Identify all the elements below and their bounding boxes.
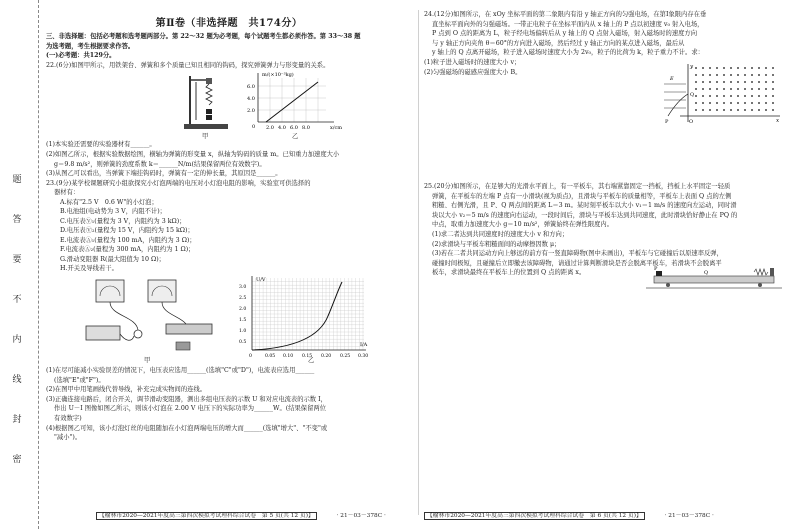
page-footer xyxy=(424,510,714,519)
field-figure xyxy=(660,60,784,124)
point-q-label: Q xyxy=(704,270,709,276)
q23-question: 作出 U－I 图像如图乙所示，则该小灯泡在 2.00 V 电压下的实际功率为______W。(结果保留两位 xyxy=(54,405,326,413)
xtick: 0.10 xyxy=(283,353,294,359)
xtick: 0.05 xyxy=(265,353,276,359)
xtick: 0.20 xyxy=(321,353,332,359)
q24-line: (1)粒子进入磁场时的速度大小 v； xyxy=(424,58,521,66)
point-p-label: P xyxy=(654,266,658,272)
q23-question: (4)根据图乙可知，该小灯泡灯丝的电阻随加在小灯泡两端电压的增大而______(选填"增大"、"不变"或 xyxy=(46,424,328,432)
xtick: 6.0 xyxy=(290,125,298,132)
graph-ylabel: U/V xyxy=(256,276,266,283)
xtick: 0.25 xyxy=(340,353,351,359)
footer-tag: 【榆林市2020—2021年度高三第四次模拟考试理科综合试卷 第 6 页(共 12 页)】 xyxy=(424,512,645,520)
ytick: 2.0 xyxy=(239,306,247,312)
xtick: 8.0 xyxy=(302,125,310,132)
equipment-option: F.电流表Ⓐ₂(量程为 300 mA，内阻约为 1 Ω)； xyxy=(60,246,195,254)
fig-label-yi: 乙 xyxy=(308,356,315,364)
ui-graph xyxy=(236,274,376,362)
q25-block xyxy=(424,182,786,278)
instruction-line: 三、非选择题：包括必考题和选考题两部分。第 22～32 题为必考题，每个试题考生都必须作答。第 33～38 题 xyxy=(46,33,361,40)
binding-char: 封 xyxy=(12,415,22,425)
binding-char: 要 xyxy=(12,255,22,265)
q25-line: 25.(20分)如图所示，在足够大的光滑水平面上，有一平板车，其右端紧靠固定一挡板，挡板上水平固定一轻质 xyxy=(424,183,731,190)
binding-char: 线 xyxy=(12,375,22,385)
footer-code: · 21－03－378C · xyxy=(664,513,714,519)
binding-char: 答 xyxy=(12,215,22,225)
binding-margin xyxy=(0,0,39,529)
q25-line: 板车，求滑块最终在平板车上的位置到 Q 点的距离 x。 xyxy=(432,269,586,277)
q22-intro: 22.(6分)如图甲所示，用铁架台、弹簧和多个质量已知且相同的钩码，探究弹簧弹力与形变量的关系。 xyxy=(46,61,330,69)
q23-question: (选填"E"或"F")。 xyxy=(54,376,105,384)
ytick: 3.0 xyxy=(239,284,247,290)
spring-graph xyxy=(246,70,356,136)
q25-line: 块以大小 v₂＝5 m/s 的速度向右运动，一段时间后，滑块与平板车达到共同速度，此时滑块恰好静止在 PQ 的 xyxy=(432,211,738,219)
circuit-figure xyxy=(76,276,226,356)
q25-line: 中点，取重力加速度大小 g＝10 m/s²，弹簧始终在弹性限度内。 xyxy=(432,221,614,229)
equipment-option: C.电压表Ⓥ₁(量程为 3 V，内阻约为 3 kΩ)； xyxy=(60,217,186,225)
q24-line: (2)匀强磁场的磁感应强度大小 B。 xyxy=(424,68,522,76)
equipment-option: E.电流表Ⓐ₁(量程为 100 mA，内阻约为 3 Ω)； xyxy=(60,236,196,244)
q24-line: 直坐标平面向外的匀强磁场。一带正电粒子在坐标平面内从 x 轴上的 P 点以初速度 v₀ 射入电场， xyxy=(432,20,704,28)
page-footer xyxy=(96,510,386,519)
fig-label-jia: 甲 xyxy=(202,133,209,141)
fig-label-jia: 甲 xyxy=(144,356,151,364)
q23-question: "减小")。 xyxy=(54,434,82,442)
equipment-option: D.电压表Ⓥ₂(量程为 15 V，内阻约为 15 kΩ)； xyxy=(60,227,194,235)
part-heading: (一)必考题：共129分。 xyxy=(46,52,116,60)
origin-label: O xyxy=(689,119,694,125)
q22-question: (2)如图乙所示，根据实验数据绘图，横轴为弹簧的形变量 x，纵轴为钩码的质量 m。已知重力加速度大小 xyxy=(46,150,340,158)
binding-char: 不 xyxy=(12,295,22,305)
ytick: 0.5 xyxy=(239,339,247,345)
q25-line: (2)求滑块与平板车粗糙面间的动摩擦因数 μ； xyxy=(432,240,561,248)
q25-line: 弹簧，在平板车的左端 P 点有一小滑块(视为质点)，且滑块与平板车的质量相等，平板车上表面 Q 点的左侧 xyxy=(432,192,732,200)
equipment-option: B.电池组(电动势为 3 V，内阻不计)； xyxy=(60,208,166,216)
q23-question: (3)正确连接电路后，闭合开关，调节滑动变阻器，测出多组电压表的示数 U 和对应电流表的示数 I， xyxy=(46,395,327,403)
xtick: 0 xyxy=(249,353,252,359)
point-p-label: P xyxy=(665,119,669,125)
graph-xlabel: I/A xyxy=(360,341,368,348)
q25-line: (3)若在二者共同运动方向上够远的前方有一竖直障碍物(图中未画出)，平板车与它碰撞后以原速率反弹， xyxy=(432,250,723,258)
ytick: 4.0 xyxy=(247,96,255,103)
ytick: 1.0 xyxy=(239,328,247,334)
fig-label-yi: 乙 xyxy=(292,133,299,141)
q25-line: 碰撞时间极短，且碰撞后立即撤去该障碍物，请通过计算判断滑块是否会脱离平板车，若滑块不会脱离平 xyxy=(432,259,722,267)
point-q-label: Q xyxy=(690,92,695,98)
footer-code: · 21－03－378C · xyxy=(336,513,386,519)
q25-line: 粗糙、右侧光滑，且 P、Q 两点间的距离 L＝3 m。某时刻平板车以大小 v₁＝1 m/s 的速度向左运动，同时滑 xyxy=(432,202,737,210)
cart-figure xyxy=(644,262,784,292)
xtick: 0.30 xyxy=(358,353,369,359)
instruction-line: 为选考题，考生根据要求作答。 xyxy=(46,42,135,50)
q22-question: g＝9.8 m/s²，则弹簧的劲度系数 k＝______N/m(结果保留两位有效数字)。 xyxy=(54,160,266,168)
iron-stand-figure xyxy=(176,72,236,134)
q23-question: 有效数字) xyxy=(54,414,82,422)
equipment-option: H.开关及导线若干。 xyxy=(60,265,118,273)
xtick: 0.15 xyxy=(302,353,313,359)
q25-line: (1)求二者达到共同速度时的速度大小 v 和方向； xyxy=(432,230,569,238)
q23-question: (2)在图甲中用笔画线代替导线，补充完成实物间的连线。 xyxy=(46,386,207,394)
right-page xyxy=(424,10,786,525)
axis-y-label: y xyxy=(690,64,694,70)
q22-figures xyxy=(46,70,412,140)
q22-question: (3)从图乙可以看出，当弹簧下端挂钩码时，弹簧有一定的伸长量，其原因是______。 xyxy=(46,170,282,178)
axis-x-label: x xyxy=(776,118,780,124)
graph-xlabel: x/cm xyxy=(330,125,343,132)
q24-line: 24.(12分)如图所示，在 xOy 坐标平面的第二象限内有沿 y 轴正方向的匀强电场，在第Ⅰ象限内存在垂 xyxy=(424,11,707,18)
binding-char: 内 xyxy=(12,335,22,345)
section-title: 第Ⅱ卷（非选择题 共174分） xyxy=(155,18,303,29)
binding-char: 密 xyxy=(12,455,22,465)
equipment-option: A.标有"2.5 V 0.6 W"的小灯泡； xyxy=(60,198,158,206)
xtick: 4.0 xyxy=(278,125,286,132)
q23-question: (1)在尽可能减小实验误差的情况下，电压表应选用______(选填"C"或"D")，电流表应选用______ xyxy=(46,366,315,374)
q24-line: y 轴上的 Q 点离开磁场，粒子进入磁场时速度大小为 2v₀，粒子的比荷为 k，粒子重力不计。求： xyxy=(432,49,704,57)
footer-tag: 【榆林市2020—2021年度高三第四次模拟考试理科综合试卷 第 5 页(共 12 页)】 xyxy=(96,512,317,520)
binding-char: 题 xyxy=(12,175,22,185)
q24-line: 与 y 轴正方向夹角 θ＝60°的方向进入磁场，然后经过 y 轴正方向的某点进入磁场，最后从 xyxy=(432,39,685,47)
xtick: 2.0 xyxy=(266,125,274,132)
q24-line: P 点到 O 点的距离为 L，粒子经电场偏转后从 y 轴上的 Q 点射入磁场，射入磁场时的速度方向 xyxy=(432,30,698,38)
ytick: 2.5 xyxy=(239,295,247,301)
ytick: 2.0 xyxy=(247,108,255,115)
q22-question: (1)本实验还需要的实验器材有______。 xyxy=(46,141,156,149)
ytick: 0 xyxy=(252,124,256,131)
ytick: 6.0 xyxy=(247,84,255,91)
q23-intro: 器材有： xyxy=(54,189,80,197)
field-e-label: E xyxy=(670,76,674,82)
equipment-option: G.滑动变阻器 R(最大阻值为 10 Ω)； xyxy=(60,255,165,263)
graph-ylabel: m/(×10⁻³kg) xyxy=(262,72,294,79)
left-page xyxy=(46,10,412,525)
q23-figures xyxy=(46,274,412,366)
q24-block xyxy=(424,10,786,125)
ytick: 1.5 xyxy=(239,317,247,323)
page-divider xyxy=(418,10,419,515)
q23-intro: 23.(9分)某学校课题研究小组欲探究小灯泡两端的电压对小灯泡电阻的影响，实验室可供选择的 xyxy=(46,179,311,187)
